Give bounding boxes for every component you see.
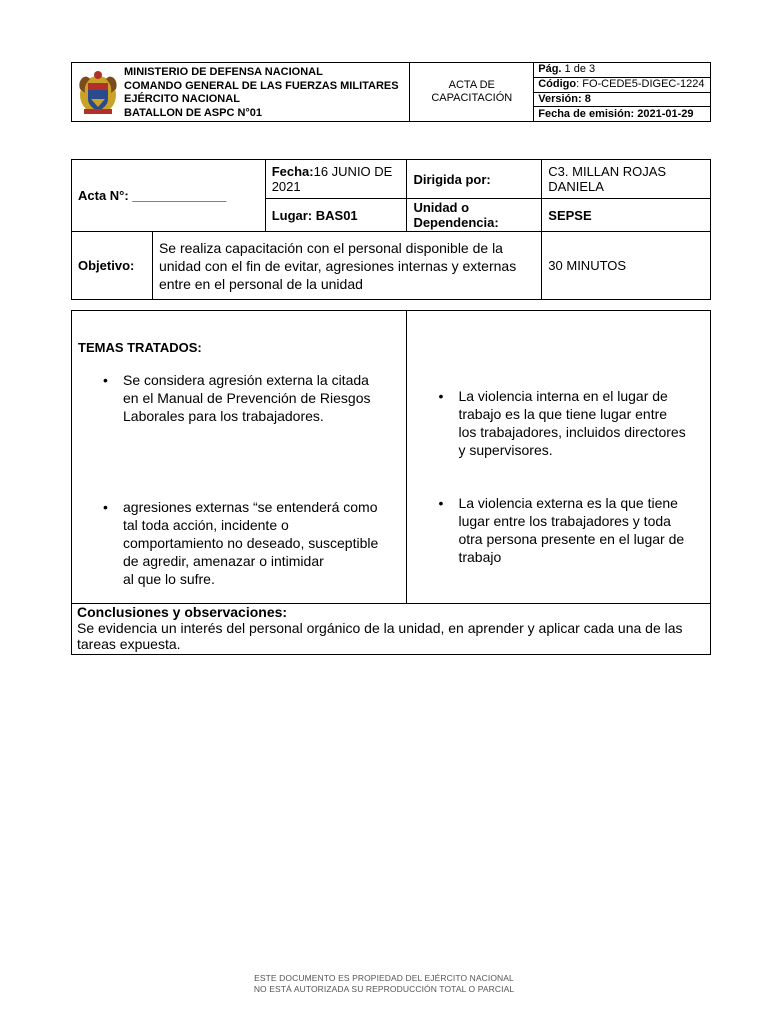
org-line-battalion: BATALLON DE ASPC N°01 bbox=[124, 106, 263, 119]
list-item bbox=[103, 371, 371, 425]
objetivo-text: Se realiza capacitación con el personal disponible de la unidad con el fin de evitar, agresiones internas y externas entre en el personal de la unidad bbox=[152, 232, 541, 300]
list-item-line: al que lo sufre. bbox=[123, 571, 215, 587]
list-item-line: comportamiento no deseado, susceptible bbox=[123, 535, 379, 551]
fecha-cell bbox=[265, 160, 407, 199]
list-item-line: Se considera agresión externa la citada bbox=[123, 372, 369, 388]
themes-table bbox=[71, 310, 711, 655]
code-label: Código bbox=[538, 78, 577, 91]
themes-heading: TEMAS TRATADOS: bbox=[78, 340, 202, 355]
document-title-line-1: ACTA DE bbox=[448, 79, 495, 91]
list-item-line: en el Manual de Prevención de Riesgos bbox=[123, 390, 371, 406]
lugar-label: Lugar: BAS01 bbox=[265, 199, 407, 232]
document-footer bbox=[0, 973, 768, 995]
bullet-icon: • bbox=[438, 495, 444, 511]
dirigida-label: Dirigida por: bbox=[407, 160, 542, 199]
document-header bbox=[71, 62, 711, 122]
list-item bbox=[103, 498, 379, 588]
page-label: Pág. bbox=[538, 63, 562, 76]
list-item-line: agresiones externas “se entenderá como bbox=[123, 499, 378, 515]
bullet-icon: • bbox=[438, 388, 444, 404]
list-item bbox=[438, 494, 685, 566]
page-number bbox=[534, 63, 711, 78]
conclusions-label: Conclusiones y observaciones: bbox=[77, 604, 288, 620]
bullet-icon: • bbox=[103, 372, 108, 388]
unidad-value: SEPSE bbox=[542, 199, 711, 232]
footer-line-property: ESTE DOCUMENTO ES PROPIEDAD DEL EJÉRCITO NACIONAL bbox=[254, 973, 514, 983]
org-line-command: COMANDO GENERAL DE LAS FUERZAS MILITARES bbox=[124, 79, 399, 92]
list-item-line: de agredir, amenazar o intimidar bbox=[123, 553, 324, 569]
session-info-table bbox=[71, 159, 711, 300]
organization-names bbox=[124, 66, 399, 120]
themes-right-column bbox=[407, 311, 711, 604]
list-item-line: La violencia interna en el lugar de bbox=[458, 388, 668, 404]
army-crest-icon bbox=[76, 69, 120, 117]
code-value: : FO-CEDE5-DIGEC-1224 bbox=[576, 78, 705, 91]
list-item-line: otra persona presente en el lugar de bbox=[458, 531, 685, 547]
document-version: Versión: 8 bbox=[534, 92, 711, 107]
document-title-line-2: CAPACITACIÓN bbox=[431, 92, 513, 104]
footer-line-reproduction: NO ESTÁ AUTORIZADA SU REPRODUCCIÓN TOTAL O PARCIAL bbox=[253, 984, 515, 994]
conclusions-line: Se evidencia un interés del personal orgánico de la unidad, en aprender y aplicar cada una de las bbox=[77, 620, 683, 636]
issue-date: Fecha de emisión: 2021-01-29 bbox=[534, 107, 711, 122]
duracion-value: 30 MINUTOS bbox=[542, 232, 711, 300]
acta-number: Acta N°: _____________ bbox=[72, 160, 266, 232]
list-item-line: trabajo bbox=[458, 549, 502, 565]
org-line-army: EJÉRCITO NACIONAL bbox=[124, 93, 240, 105]
list-item-line: Laborales para los trabajadores. bbox=[123, 408, 324, 424]
themes-left-column bbox=[72, 311, 407, 604]
document-code bbox=[534, 77, 711, 92]
bullet-icon: • bbox=[103, 499, 108, 515]
list-item-line: lugar entre los trabajadores y toda bbox=[458, 513, 671, 529]
organization-cell bbox=[72, 63, 410, 122]
list-item-line: trabajo es la que tiene lugar entre bbox=[458, 406, 668, 422]
list-item-line: los trabajadores, incluidos directores bbox=[458, 424, 686, 440]
document-title bbox=[410, 63, 534, 122]
fecha-label: Fecha: bbox=[271, 164, 314, 179]
list-item-line: tal toda acción, incidente o bbox=[123, 517, 289, 533]
list-item bbox=[438, 387, 686, 459]
list-item-line: y supervisores. bbox=[458, 442, 553, 458]
org-line-ministry: MINISTERIO DE DEFENSA NACIONAL bbox=[124, 66, 323, 78]
page-value: 1 de 3 bbox=[564, 63, 596, 76]
list-item-line: La violencia externa es la que tiene bbox=[458, 495, 678, 511]
dirigida-value: C3. MILLAN ROJAS DANIELA bbox=[542, 160, 711, 199]
unidad-label: Unidad o Dependencia: bbox=[407, 199, 542, 232]
fecha-value: 16 JUNIO DE 2021 bbox=[271, 164, 393, 194]
conclusions-section bbox=[72, 604, 711, 655]
objetivo-label: Objetivo: bbox=[72, 232, 153, 300]
conclusions-line: tareas expuesta. bbox=[77, 636, 181, 652]
